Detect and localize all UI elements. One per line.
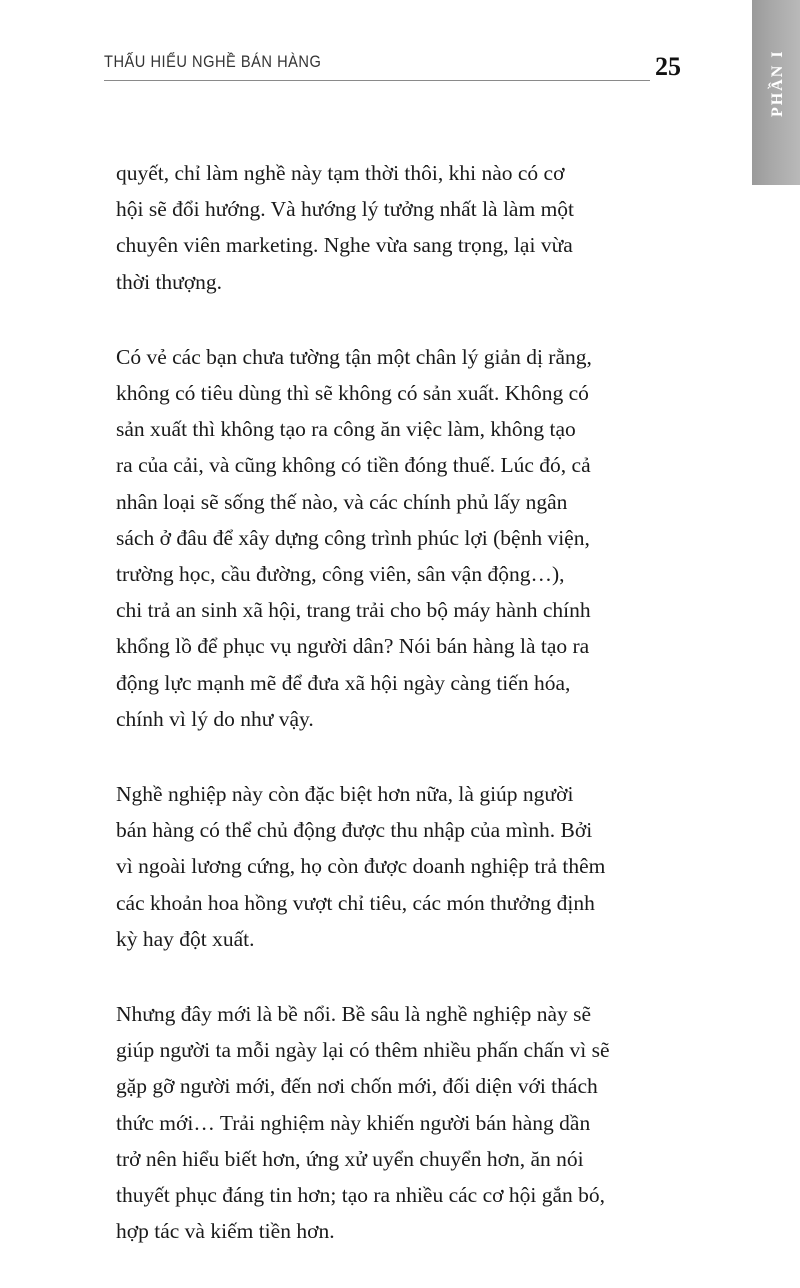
text-line: các khoản hoa hồng vượt chỉ tiêu, các món thưởng định bbox=[116, 890, 595, 915]
text-line: kỳ hay đột xuất. bbox=[116, 926, 255, 951]
paragraph bbox=[116, 155, 716, 300]
text-line: sách ở đâu để xây dựng công trình phúc lợi (bệnh viện, bbox=[116, 525, 590, 550]
paragraph bbox=[116, 776, 716, 957]
text-line: vì ngoài lương cứng, họ còn được doanh nghiệp trả thêm bbox=[116, 854, 606, 879]
text-line: nhân loại sẽ sống thế nào, và các chính phủ lấy ngân bbox=[116, 489, 568, 514]
text-line: thời thượng. bbox=[116, 269, 223, 294]
text-line: chính vì lý do như vậy. bbox=[116, 706, 314, 731]
text-line: động lực mạnh mẽ để đưa xã hội ngày càng tiến hóa, bbox=[116, 670, 571, 695]
running-header-title: THẤU HIỂU NGHỀ BÁN HÀNG bbox=[104, 52, 322, 71]
text-line: Nghề nghiệp này còn đặc biệt hơn nữa, là giúp người bbox=[116, 782, 574, 807]
body-text bbox=[116, 155, 716, 1288]
page-number: 25 bbox=[655, 52, 681, 81]
paragraph bbox=[116, 339, 716, 737]
text-line: Có vẻ các bạn chưa tường tận một chân lý giản dị rằng, bbox=[116, 344, 592, 369]
text-line: gặp gỡ người mới, đến nơi chốn mới, đối diện với thách bbox=[116, 1074, 598, 1099]
text-line: quyết, chỉ làm nghề này tạm thời thôi, khi nào có cơ bbox=[116, 161, 565, 185]
text-line: chi trả an sinh xã hội, trang trải cho bộ máy hành chính bbox=[116, 598, 591, 623]
text-line: thức mới… Trải nghiệm này khiến người bán hàng dần bbox=[116, 1110, 591, 1135]
text-line: trường học, cầu đường, công viên, sân vận động…), bbox=[116, 562, 565, 587]
text-line: khổng lồ để phục vụ người dân? Nói bán hàng là tạo ra bbox=[116, 634, 590, 659]
text-line: bán hàng có thể chủ động được thu nhập của mình. Bởi bbox=[116, 818, 593, 843]
text-line: sản xuất thì không tạo ra công ăn việc làm, không tạo bbox=[116, 417, 576, 442]
paragraph bbox=[116, 996, 716, 1249]
text-line: thuyết phục đáng tin hơn; tạo ra nhiều các cơ hội gắn bó, bbox=[116, 1183, 606, 1208]
text-line: giúp người ta mỗi ngày lại có thêm nhiều phấn chấn vì sẽ bbox=[116, 1038, 610, 1063]
text-line: chuyên viên marketing. Nghe vừa sang trọng, lại vừa bbox=[116, 233, 573, 258]
header-rule bbox=[104, 80, 650, 81]
text-line: hội sẽ đổi hướng. Và hướng lý tưởng nhất là làm một bbox=[116, 197, 575, 222]
text-line: không có tiêu dùng thì sẽ không có sản xuất. Không có bbox=[116, 381, 589, 406]
section-tab-label: PHẦN I bbox=[769, 49, 786, 117]
text-line: ra của cải, và cũng không có tiền đóng thuế. Lúc đó, cả bbox=[116, 453, 591, 478]
text-line: hợp tác và kiếm tiền hơn. bbox=[116, 1219, 335, 1244]
text-line: Nhưng đây mới là bề nổi. Bề sâu là nghề nghiệp này sẽ bbox=[116, 1002, 592, 1027]
text-line: trở nên hiểu biết hơn, ứng xử uyển chuyển hơn, ăn nói bbox=[116, 1146, 584, 1171]
